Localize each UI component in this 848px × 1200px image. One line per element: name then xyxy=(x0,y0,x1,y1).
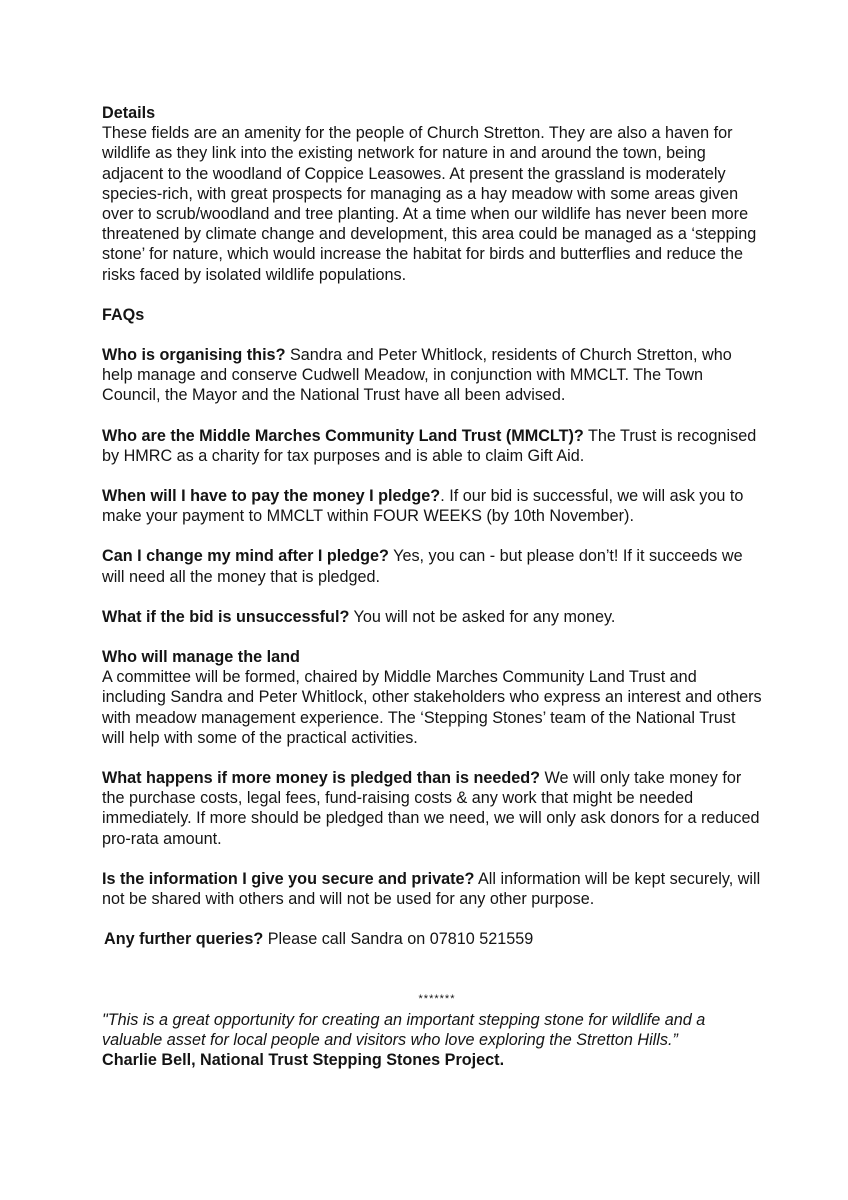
faq-item xyxy=(102,426,762,466)
faq-question: Who is organising this? xyxy=(102,346,286,365)
faq-answer: Sandra and Peter Whitlock, residents of Church Stretton, who help manage and conserve Cudwell Meadow, in conjunction with MMCLT. The Town Council, the Mayor and the National Trust have all been advised. xyxy=(102,346,732,405)
faq-item xyxy=(102,768,762,849)
faq-question: What if the bid is unsuccessful? xyxy=(102,607,350,626)
faq-answer: You will not be asked for any money. xyxy=(349,607,616,626)
manage-heading: Who will manage the land xyxy=(102,648,300,667)
document-page xyxy=(102,103,762,1070)
faq-item xyxy=(102,869,762,909)
details-heading: Details xyxy=(102,104,156,122)
further-queries xyxy=(102,929,762,949)
faq-question: Is the information I give you secure and private? xyxy=(102,869,475,888)
faq-item xyxy=(102,486,762,526)
faq-item xyxy=(102,607,762,627)
faq-answer: . If our bid is successful, we will ask you to make your payment to MMCLT within FOUR WEEKS (by 10th November). xyxy=(102,487,744,526)
quote-attribution: Charlie Bell, National Trust Stepping Stones Project. xyxy=(102,1050,505,1069)
faq-question: What happens if more money is pledged than is needed? xyxy=(102,769,541,788)
faqs-heading: FAQs xyxy=(102,305,145,324)
faq-question: Can I change my mind after I pledge? xyxy=(102,547,389,566)
faq-question: Who are the Middle Marches Community Land Trust (MMCLT)? xyxy=(102,426,584,445)
faq-question: When will I have to pay the money I pledge? xyxy=(102,487,441,506)
quote: "This is a great opportunity for creating an important stepping stone for wildlife and a valuable asset for local people and visitors who love exploring the Stretton Hills.” xyxy=(102,1010,706,1049)
further-queries-question: Any further queries? xyxy=(104,930,264,949)
faq-answer: All information will be kept securely, will not be shared with others and will not be used for any other purpose. xyxy=(102,869,761,909)
faq-item xyxy=(102,345,762,406)
manage-body: A committee will be formed, chaired by Middle Marches Community Land Trust and including Sandra and Peter Whitlock, other stakeholders who express an interest and others with meadow management experience. The ‘Stepping Stones’ team of the National Trust will help with some of the practical activities. xyxy=(102,668,762,747)
further-queries-answer: Please call Sandra on 07810 521559 xyxy=(263,930,534,949)
faq-item xyxy=(102,546,762,586)
faq-answer: Yes, you can - but please don’t! If it succeeds we will need all the money that is pledged. xyxy=(102,547,743,586)
separator: ******* xyxy=(418,992,456,1005)
faq-answer: We will only take money for the purchase costs, legal fees, fund-raising costs & any work that might be needed immediately. If more should be pledged than we need, we will only ask donors for a reduced pro-rata amount. xyxy=(102,769,760,848)
details-body: These fields are an amenity for the people of Church Stretton. They are also a haven for wildlife as they link into the existing network for nature in and around the town, being adjacent to the woodland of Coppice Leasowes. At present the grassland is moderately species-rich, with great prospects for managing as a hay meadow with some areas given over to scrub/woodland and tree planting. At a time when our wildlife has never been more threatened by climate change and development, this area could be managed as a ‘stepping stone’ for nature, which would increase the habitat for birds and butterflies and reduce the risks faced by isolated wildlife populations. xyxy=(102,124,757,284)
faq-answer: The Trust is recognised by HMRC as a charity for tax purposes and is able to claim Gift Aid. xyxy=(102,426,757,465)
